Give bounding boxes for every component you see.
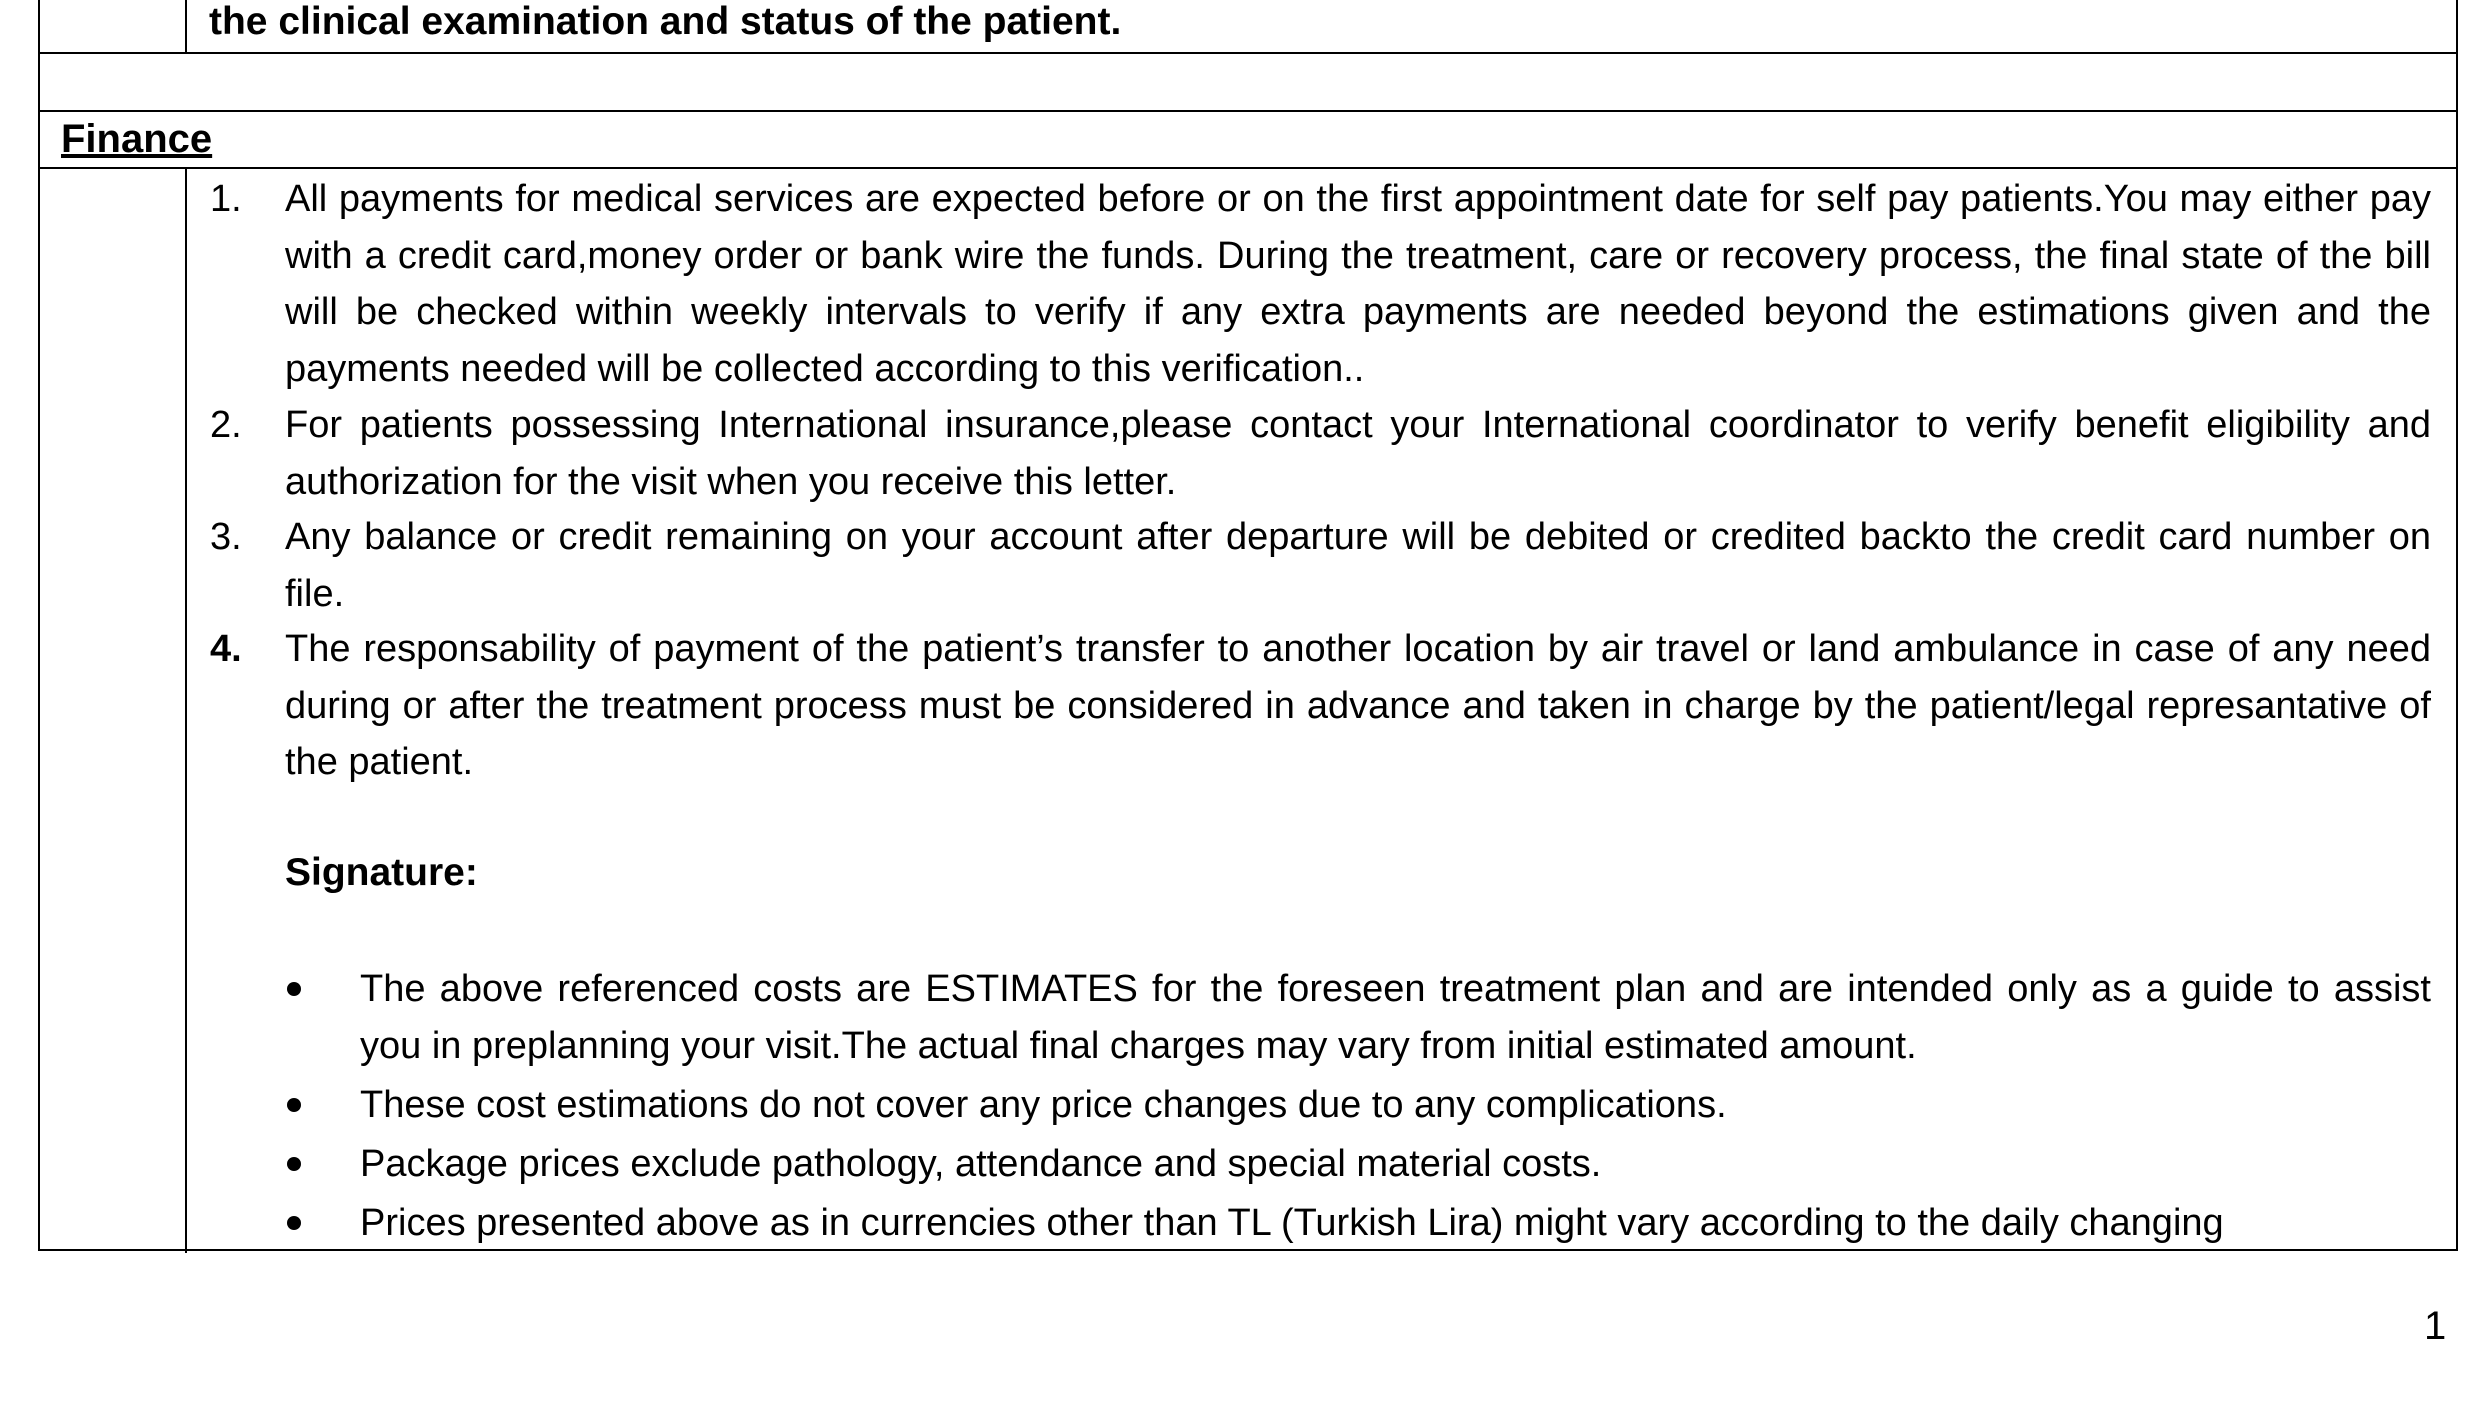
finance-item-4: The responsability of payment of the patient’s transfer to another location by air travel or land ambulance in case of any need during or after the treatment process must be considered in advance and taken in charge by the patient/legal represantative of the patient.: [285, 628, 2431, 783]
note-bullet-1: The above referenced costs are ESTIMATES for the foreseen treatment plan and are intended only as a guide to assist you in preplanning your visit.The actual final charges may vary from initial estimated amount.: [360, 968, 2431, 1067]
bullet-icon: [287, 982, 301, 996]
bullet-icon: [287, 1098, 301, 1112]
column-divider: [185, 167, 187, 1253]
item-number: 1.: [210, 178, 242, 220]
row-divider: [38, 52, 2458, 54]
finance-heading: Finance: [61, 117, 213, 161]
top-row-text: the clinical examination and status of the patient.: [209, 0, 1122, 43]
item-number: 2.: [210, 404, 242, 446]
bullet-icon: [287, 1216, 301, 1230]
column-divider: [185, 0, 187, 54]
row-divider: [38, 167, 2458, 169]
item-number: 4.: [210, 628, 242, 670]
note-bullet-4: Prices presented above as in currencies other than TL (Turkish Lira) might vary according to the daily changing: [360, 1202, 2224, 1244]
note-bullet-2: These cost estimations do not cover any price changes due to any complications.: [360, 1084, 1727, 1126]
finance-item-2: For patients possessing International insurance,please contact your International coordinator to verify benefit eligibility and authorization for the visit when you receive this letter.: [285, 404, 2431, 503]
finance-item-3: Any balance or credit remaining on your account after departure will be debited or credited backto the credit card number on file.: [285, 516, 2431, 615]
page-number: 1: [2424, 1304, 2447, 1348]
note-bullet-3: Package prices exclude pathology, attendance and special material costs.: [360, 1143, 1602, 1185]
bullet-icon: [287, 1157, 301, 1171]
item-number: 3.: [210, 516, 242, 558]
row-divider: [38, 110, 2458, 112]
finance-item-1: All payments for medical services are expected before or on the first appointment date for self pay patients.You may either pay with a credit card,money order or bank wire the funds. During the treatment, care or recovery process, the final state of the bill will be checked within weekly intervals to verify if any extra payments are needed beyond the estimations given and the payments needed will be collected according to this verification..: [285, 178, 2431, 390]
signature-label: Signature:: [285, 851, 478, 894]
